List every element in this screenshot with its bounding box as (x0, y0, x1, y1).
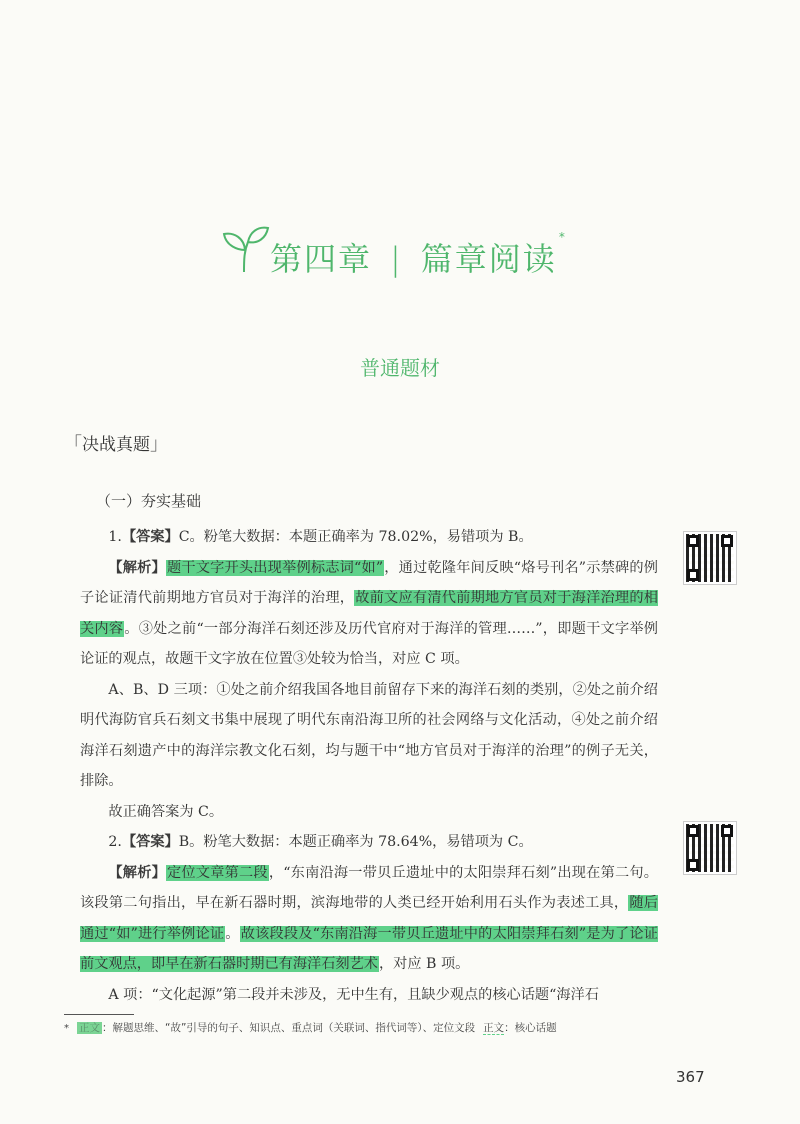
qr-code-icon[interactable] (684, 532, 736, 584)
footnote (64, 1020, 557, 1035)
chapter-title (270, 230, 567, 280)
q1-text-2: 。③处之前“一部分海洋石刻还涉及历代官府对于海洋的管理……”，即题干文字举例论证的观点，故题干文字放在位置③处较为恰当，对应 C 项。 (80, 620, 658, 667)
section-title: 普通题材 (360, 356, 440, 380)
footnote-green-label: 正文 (79, 1022, 100, 1034)
q2-text-2: 。 (225, 925, 240, 942)
sub-title: （一）夯实基础 (96, 492, 202, 510)
page-number: 367 (676, 1068, 705, 1086)
chapter-subtitle: 篇章阅读 (420, 240, 557, 278)
chapter-heading (218, 212, 598, 282)
q1-answer (80, 522, 658, 553)
q1-answer-text: C。粉笔大数据：本题正确率为 78.02%，易错项为 B。 (178, 529, 533, 545)
q1-conclusion: 故正确答案为 C。 (108, 803, 224, 820)
chapter-separator: | (390, 240, 403, 278)
answer-content (80, 522, 658, 1010)
qr-code-icon[interactable] (684, 822, 736, 874)
q2-option-a-analysis: A 项：“文化起源”第二段并未涉及，无中生有，且缺少观点的核心话题“海洋石 (108, 986, 599, 1003)
q1-analysis-tag: 【解析】 (108, 559, 166, 576)
chapter-mark: * (558, 230, 567, 244)
q1-number: 1. (108, 529, 122, 545)
q1-highlight-1: 题干文字开头出现举例标志词“如” (166, 559, 384, 576)
footnote-divider (64, 1014, 134, 1015)
q2-answer-tag: 【答案】 (121, 834, 179, 850)
q2-answer (80, 827, 658, 858)
q2-number: 2. (108, 834, 122, 850)
block-title-close: 」 (150, 434, 168, 455)
footnote-underline-label: 正文 (483, 1022, 505, 1034)
q2-highlight-1: 定位文章第二段 (167, 864, 268, 881)
q1-options-analysis: A、B、D 三项：①处之前介绍我国各地目前留存下来的海洋石刻的类别，②处之前介绍明代海防官兵石刻文书集中展现了明代东南沿海卫所的社会网络与文化活动，④处之前介绍海洋石刻遗产中的海洋宗教文化石刻，均与题干中“地方官员对于海洋的治理”的例子无关，排除。 (80, 681, 658, 789)
q1-answer-tag: 【答案】 (121, 529, 179, 545)
q2-text-1: ，“东南沿海一带贝丘遗址中的太阳崇拜石刻”出现在第二句。该段第二句指出，早在新石器时期，滨海地带的人类已经开始利用石头作为表述工具， (80, 864, 658, 911)
block-title (64, 430, 168, 456)
q1-highlight-2: 故前文应有清代前期地方官员对于海洋治理的相关内容 (80, 590, 658, 637)
footnote-text: ：解题思维、“故”引导的句子、知识点、重点词（关联词、指代词等）、定位文段 (102, 1022, 476, 1034)
q2-highlight-3: 故该段段及“东南沿海一带贝丘遗址中的太阳崇拜石刻”是为了论证前文观点，即早在新石器时期已有海洋石刻艺术 (80, 925, 658, 972)
q2-highlight-2: 随后通过“如”进行举例论证 (80, 895, 658, 942)
q1-analysis (80, 553, 658, 675)
q2-text-3: ，对应 B 项。 (378, 956, 470, 972)
q2-answer-text: B。粉笔大数据：本题正确率为 78.64%，易错项为 C。 (178, 834, 533, 850)
footnote-under-text: ：核心话题 (504, 1022, 557, 1034)
sprout-icon (218, 220, 272, 276)
block-title-text: 决战真题 (82, 435, 150, 455)
block-title-open: 「 (64, 434, 82, 455)
q2-analysis (80, 858, 658, 980)
footnote-mark: * (64, 1023, 69, 1034)
q1-text-1: ，通过乾隆年间反映“烙号刊名”示禁碑的例子论证清代前期地方官员对于海洋的治理， (80, 559, 658, 606)
q2-analysis-tag: 【解析】 (108, 864, 166, 881)
chapter-number: 第四章 (270, 240, 373, 278)
